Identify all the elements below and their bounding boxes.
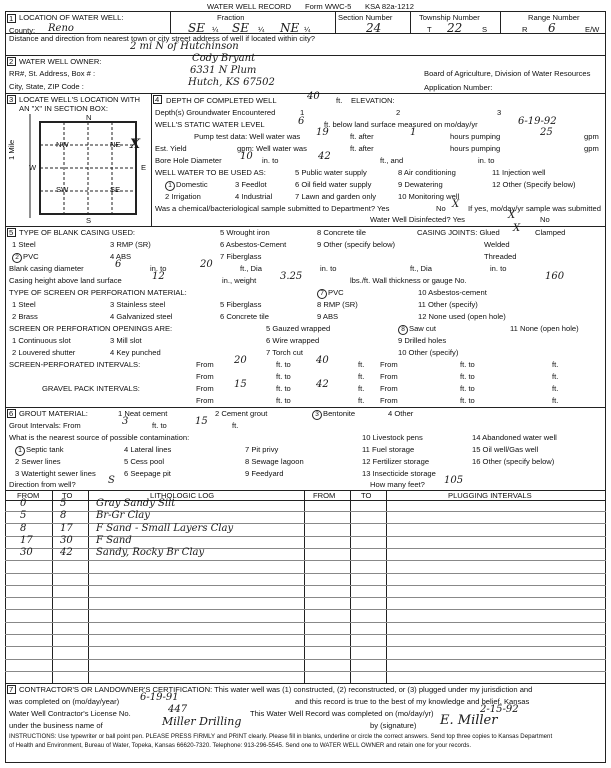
fraction-label: Fraction [217, 13, 245, 22]
section-2-num: 2 [9, 57, 14, 66]
log-row-description[interactable]: Sandy, Rocky Br Clay [96, 547, 205, 559]
section-6-num: 6 [9, 409, 14, 418]
screen-none[interactable]: 12 None used (open hole) [418, 312, 506, 321]
plug-from-header: FROM [313, 491, 336, 500]
how-many-feet-label: How many feet? [370, 480, 425, 489]
gw-2: 2 [396, 108, 401, 117]
use-lawn[interactable]: 7 Lawn and garden only [295, 192, 377, 201]
north-label: N [86, 113, 92, 122]
casing-joints-label: CASING JOINTS: Glued [417, 228, 500, 237]
static-level-value[interactable]: 6 [298, 116, 305, 127]
location-heading: LOCATION OF WATER WELL: [19, 13, 124, 22]
direction-value[interactable]: S [108, 475, 115, 486]
license-number[interactable]: 447 [168, 704, 188, 715]
se-label: SE [110, 185, 121, 194]
log-rule [5, 585, 606, 586]
log-rule [5, 560, 606, 561]
range-ew: E/W [585, 25, 600, 34]
casing-diameter-label: Blank casing diameter [9, 264, 84, 273]
dia-in-to-2: in. to [320, 264, 337, 273]
use-label: WELL WATER TO BE USED AS: [155, 168, 266, 177]
log-row-to[interactable]: 42 [60, 547, 73, 559]
log-rule [5, 671, 606, 672]
form-title: WATER WELL RECORD [207, 2, 292, 11]
opening-none[interactable]: 11 None (open hole) [510, 324, 579, 333]
completed-date[interactable]: 6-19-91 [140, 692, 179, 703]
screen-stainless[interactable]: 3 Stainless steel [110, 300, 166, 309]
grout-neat[interactable]: 1 Neat cement [118, 409, 168, 418]
openings-label: SCREEN OR PERFORATION OPENINGS ARE: [9, 324, 173, 333]
use-injection[interactable]: 11 Injection well [492, 168, 546, 177]
use-feedlot[interactable]: 3 Feedlot [235, 180, 267, 189]
log-to-header: TO [62, 491, 73, 500]
disinfected-no[interactable]: No [540, 215, 550, 224]
opening-drilled[interactable]: 9 Drilled holes [398, 336, 447, 345]
screen-other[interactable]: 11 Other (specify) [418, 300, 478, 309]
township-t: T [427, 25, 432, 34]
log-rule [5, 609, 606, 610]
signature: E. Miller [440, 713, 498, 728]
board-label: Board of Agriculture, Division of Water Resources [424, 69, 591, 78]
screen-material-label: TYPE OF SCREEN OR PERFORATION MATERIAL: [9, 288, 187, 297]
gravel-from-label-2: From [380, 384, 398, 393]
source-septic[interactable]: 1 Septic tank [15, 446, 64, 456]
log-rule [5, 646, 606, 647]
casing-pvc[interactable]: 2 PVC [12, 253, 39, 263]
mile-label: 1 Mile [7, 139, 16, 160]
weight-label: in., weight [222, 276, 257, 285]
chem-no-mark: X [452, 199, 460, 210]
gravel-to[interactable]: 42 [316, 379, 329, 390]
log-row-description[interactable]: F Sand - Small Layers Clay [96, 522, 234, 534]
south-label: S [86, 216, 92, 225]
static-level-text: ft. below land surface measured on mo/day/yr [324, 120, 478, 129]
plugging-header: PLUGGING INTERVALS [448, 491, 532, 500]
township-label: Township Number [419, 13, 480, 22]
disinfected-label: Water Well Disinfected? Yes [370, 215, 465, 224]
section-1-num: 1 [9, 14, 14, 23]
application-label: Application Number: [424, 83, 493, 92]
gravel-to-label-3: ft. to [276, 396, 291, 405]
fraction-1[interactable]: SE [188, 21, 205, 35]
depth-value[interactable]: 40 [307, 91, 320, 102]
gravel-to-label: ft. to [276, 384, 291, 393]
instructions-line-1: INSTRUCTIONS: Use typewriter or ball point pen. PLEASE PRESS FIRMLY and PRINT clearly. Please fill in blanks, underline or circle the correct answers. Send top three copies to Kansas Department [9, 733, 553, 740]
source-lateral[interactable]: 4 Lateral lines [124, 445, 172, 454]
casing-steel[interactable]: 1 Steel [12, 240, 36, 249]
section-number-value[interactable]: 24 [366, 21, 382, 35]
gpm-value[interactable]: 25 [540, 127, 553, 138]
source-fuel[interactable]: 11 Fuel storage [362, 445, 415, 454]
screen-abs[interactable]: 9 ABS [317, 312, 339, 321]
section-number-label: Section Number [338, 13, 393, 22]
casing-depth[interactable]: 20 [200, 259, 213, 270]
perf-intervals-label: SCREEN-PERFORATED INTERVALS: [9, 360, 141, 369]
perf-to-label-3: ft. to [276, 372, 291, 381]
city-value[interactable]: Hutch, KS 67502 [188, 77, 275, 88]
blank-casing-label: TYPE OF BLANK CASING USED: [19, 228, 136, 237]
grout-to[interactable]: 15 [195, 416, 208, 427]
gravel-ft: ft. [358, 384, 365, 393]
city-label: City, State, ZIP Code : [9, 82, 84, 91]
joints-welded[interactable]: Welded [484, 240, 510, 249]
form-number: Form WWC-5 [305, 2, 352, 11]
perf-from-label-3: From [196, 372, 214, 381]
log-rule [5, 659, 606, 660]
casing-wrought[interactable]: 5 Wrought iron [220, 228, 270, 237]
casing-fiberglass[interactable]: 7 Fiberglass [220, 252, 262, 261]
bore-in-to-2: in. to [478, 156, 495, 165]
use-irrigation[interactable]: 2 Irrigation [165, 192, 201, 201]
opening-wire[interactable]: 6 Wire wrapped [266, 336, 320, 345]
casing-height[interactable]: 12 [152, 271, 165, 282]
gw-1: 1 [300, 108, 305, 117]
county-label: County: [9, 26, 36, 35]
license-label: Water Well Contractor's License No. [9, 709, 131, 718]
wall-gauge[interactable]: 160 [545, 271, 565, 282]
source-livestock[interactable]: 10 Livestock pens [362, 433, 423, 442]
use-public[interactable]: 5 Public water supply [295, 168, 367, 177]
elevation-label: ELEVATION: [351, 96, 395, 105]
range-value[interactable]: 6 [548, 21, 556, 35]
business-label: under the business name of [9, 721, 103, 730]
perf-to-label-2: ft. to [460, 360, 475, 369]
opening-mill[interactable]: 3 Mill slot [110, 336, 142, 345]
screen-galvanized[interactable]: 4 Galvanized steel [110, 312, 173, 321]
pump-test-label: Pump test data: Well water was [194, 132, 301, 141]
log-row-to[interactable]: 8 [60, 510, 67, 522]
casing-other[interactable]: 9 Other (specify below) [317, 240, 396, 249]
opening-gauzed[interactable]: 5 Gauzed wrapped [266, 324, 331, 333]
grout-cement[interactable]: 2 Cement grout [215, 409, 268, 418]
casing-rmp[interactable]: 3 RMP (SR) [110, 240, 151, 249]
log-row-description[interactable]: F Sand [96, 534, 132, 546]
screen-steel[interactable]: 1 Steel [12, 300, 36, 309]
log-rule [5, 597, 606, 598]
perf-from[interactable]: 20 [234, 355, 247, 366]
distance-label: Distance and direction from nearest town or city street address of well if located within city? [9, 34, 315, 43]
opening-key[interactable]: 4 Key punched [110, 348, 161, 357]
use-other[interactable]: 12 Other (Specify below) [492, 180, 576, 189]
screen-pvc[interactable]: 7 PVC [317, 289, 344, 299]
address-value[interactable]: 6331 N Plum [190, 65, 257, 76]
bore-dia[interactable]: 10 [240, 151, 253, 162]
log-rule [5, 634, 606, 635]
depth-label: DEPTH OF COMPLETED WELL [166, 96, 277, 105]
section-3-num: 3 [9, 95, 14, 104]
use-oilfield[interactable]: 6 Oil field water supply [295, 180, 372, 189]
screen-brass[interactable]: 2 Brass [12, 312, 38, 321]
casing-diameter[interactable]: 6 [115, 259, 122, 270]
grout-to-label: ft. to [152, 421, 167, 430]
gravel-ft-2: ft. [552, 384, 559, 393]
use-dewatering[interactable]: 9 Dewatering [398, 180, 443, 189]
perf-to[interactable]: 40 [316, 355, 329, 366]
fraction-2[interactable]: SE [232, 21, 249, 35]
distance-value[interactable]: 2 mi N of Hutchinson [130, 41, 239, 52]
log-row-to[interactable]: 5 [60, 498, 67, 509]
gravel-label: GRAVEL PACK INTERVALS: [42, 384, 140, 393]
gravel-from[interactable]: 15 [234, 379, 247, 390]
ksa-ref: KSA 82a-1212 [365, 2, 414, 11]
source-abandoned[interactable]: 14 Abandoned water well [472, 433, 557, 442]
grout-from[interactable]: 3 [122, 416, 129, 427]
log-row-description[interactable]: Gray Sandy Silt [96, 498, 176, 509]
grout-ft: ft. [232, 421, 239, 430]
locate-heading-1: LOCATE WELL'S LOCATION WITH [19, 95, 140, 104]
bore-in-to: in. to [262, 156, 279, 165]
opening-saw[interactable]: 8 Saw cut [398, 325, 436, 335]
perf-ft: ft. [358, 360, 365, 369]
sw-label: SW [56, 185, 69, 194]
log-row-from[interactable]: 5 [20, 510, 27, 522]
screen-rmp[interactable]: 8 RMP (SR) [317, 300, 358, 309]
opening-continuous[interactable]: 1 Continuous slot [12, 336, 71, 345]
grout-other[interactable]: 4 Other [388, 409, 414, 418]
gravel-from-label-4: From [380, 396, 398, 405]
static-date[interactable]: 6-19-92 [518, 116, 557, 127]
casing-concrete[interactable]: 8 Concrete tile [317, 228, 366, 237]
casing-height-label: Casing height above land surface [9, 276, 122, 285]
depth-ft: ft. [336, 96, 343, 105]
joints-threaded[interactable]: Threaded [484, 252, 517, 261]
hours-pumping-1: hours pumping [450, 132, 501, 141]
grout-intervals-label: Grout Intervals: From [9, 421, 81, 430]
source-insecticide[interactable]: 13 Insecticide storage [362, 469, 436, 478]
chem-if-yes: If yes, mo/day/yr sample was submitted [468, 204, 601, 213]
gravel-from-label-3: From [196, 396, 214, 405]
instructions-line-2: of Health and Environment, Bureau of Water, Topeka, Kansas 66620-7320. Telephone: 913-296-5545. Send one to WATER WELL OWNER and retain one for your records. [9, 742, 472, 749]
screen-fiberglass[interactable]: 5 Fiberglass [220, 300, 262, 309]
yield-label: Est. Yield [155, 144, 187, 153]
gravel-to-label-4: ft. to [460, 396, 475, 405]
perf-ft-3: ft. [358, 372, 365, 381]
casing-weight[interactable]: 3.25 [280, 271, 303, 282]
west-label: W [29, 163, 37, 172]
source-privy[interactable]: 7 Pit privy [245, 445, 279, 454]
log-row-from[interactable]: 17 [20, 534, 33, 546]
casing-abs[interactable]: 4 ABS [110, 252, 132, 261]
log-row-from[interactable]: 0 [20, 498, 27, 509]
log-row-from[interactable]: 30 [20, 547, 33, 559]
log-from-header: FROM [17, 491, 40, 500]
log-rule [5, 573, 606, 574]
quarter-1: ¼ [212, 25, 219, 34]
log-row-to[interactable]: 30 [60, 534, 73, 546]
log-row-to[interactable]: 17 [60, 522, 73, 534]
gravel-from-label: From [196, 384, 214, 393]
perf-ft-4: ft. [552, 372, 559, 381]
owner-name[interactable]: Cody Bryant [192, 53, 256, 64]
use-monitoring[interactable]: 10 Monitoring well [398, 192, 460, 201]
section-7-num: 7 [9, 685, 14, 694]
bore-ft-and: ft., and [380, 156, 404, 165]
source-other[interactable]: 16 Other (specify below) [472, 457, 555, 466]
quarter-2: ¼ [258, 25, 265, 34]
perf-from-label-4: From [380, 372, 398, 381]
casing-asbestos[interactable]: 6 Asbestos-Cement [220, 240, 287, 249]
after-hours[interactable]: 1 [410, 127, 417, 138]
owner-heading: WATER WELL OWNER: [19, 57, 102, 66]
pump-ft[interactable]: 19 [316, 127, 329, 138]
opening-louvered[interactable]: 2 Louvered shutter [12, 348, 76, 357]
screen-concrete[interactable]: 6 Concrete tile [220, 312, 269, 321]
range-label: Range Number [528, 13, 580, 22]
opening-other[interactable]: 10 Other (specify) [398, 348, 459, 357]
section-4-num: 4 [155, 95, 160, 104]
source-oilwell[interactable]: 15 Oil well/Gas well [472, 445, 539, 454]
range-r: R [522, 25, 528, 34]
use-industrial[interactable]: 4 Industrial [235, 192, 273, 201]
record-date[interactable]: 2-15-92 [480, 704, 519, 715]
contamination-label: What is the nearest source of possible contamination: [9, 433, 190, 442]
gw-3: 3 [497, 108, 502, 117]
source-cess[interactable]: 5 Cess pool [124, 457, 165, 466]
locate-heading-2: AN "X" IN SECTION BOX: [19, 104, 108, 113]
direction-label: Direction from well? [9, 480, 76, 489]
perf-from-label: From [196, 360, 214, 369]
litho-header: LITHOLOGIC LOG [150, 491, 215, 500]
joints-clamped[interactable]: Clamped [535, 228, 566, 237]
chem-no[interactable]: No [436, 204, 446, 213]
dia-in-to-3: in. to [490, 264, 507, 273]
grout-label: GROUT MATERIAL: [19, 409, 88, 418]
address-label: RR#, St. Address, Box # : [9, 69, 96, 78]
static-level-label: WELL'S STATIC WATER LEVEL [155, 120, 265, 129]
well-location-mark: X [130, 137, 141, 152]
gravel-to-label-2: ft. to [460, 384, 475, 393]
township-s: S [482, 25, 488, 34]
bore-depth[interactable]: 42 [318, 151, 331, 162]
nw-label: NW [56, 140, 69, 149]
log-row-from[interactable]: 8 [20, 522, 27, 534]
chem-sample-label: Was a chemical/bacteriological sample submitted to Department? Yes [155, 204, 390, 213]
grout-bentonite[interactable]: 3 Bentonite [312, 410, 355, 420]
dia-ft-dia-1: ft., Dia [240, 264, 262, 273]
dia-in-to: in. to [150, 264, 167, 273]
gpm-label: gpm [584, 132, 599, 141]
record-completed-text: This Water Well Record was completed on (mo/day/yr) [250, 709, 434, 718]
source-sewer[interactable]: 2 Sewer lines [15, 457, 61, 466]
perf-to-label-4: ft. to [460, 372, 475, 381]
perf-to-label: ft. to [276, 360, 291, 369]
hours-pumping-2: hours pumping [450, 144, 501, 153]
screen-asbestos[interactable]: 10 Asbestos-cement [418, 288, 487, 297]
after-label: ft. after [350, 132, 374, 141]
bore-label: Bore Hole Diameter [155, 156, 222, 165]
fraction-3[interactable]: NE [280, 21, 300, 35]
ne-label: NE [110, 140, 121, 149]
plug-to-header: TO [361, 491, 372, 500]
source-feedyard[interactable]: 9 Feedyard [245, 469, 284, 478]
business-name[interactable]: Miller Drilling [162, 715, 242, 728]
opening-torch[interactable]: 7 Torch cut [266, 348, 304, 357]
after-label-2: ft. after [350, 144, 374, 153]
joints-glued-mark: X [513, 223, 521, 234]
township-value[interactable]: 22 [447, 21, 463, 35]
section-5-num: 5 [9, 228, 14, 237]
quarter-3: ¼ [304, 25, 311, 34]
log-row-description[interactable]: Br-Gr Clay [96, 510, 150, 522]
log-rule [5, 622, 606, 623]
feet-value[interactable]: 105 [444, 475, 464, 486]
source-watertight[interactable]: 3 Watertight sewer lines [15, 469, 96, 478]
source-fertilizer[interactable]: 12 Fertilizer storage [362, 457, 430, 466]
county-value[interactable]: Reno [48, 23, 74, 34]
yield-text: gpm: Well water was [237, 144, 307, 153]
signature-label: by (signature) [370, 721, 417, 730]
groundwater-label: Depth(s) Groundwater Encountered [155, 108, 276, 117]
perf-ft-2: ft. [552, 360, 559, 369]
dia-ft-dia-2: ft., Dia [410, 264, 432, 273]
completed-label: was completed on (mo/day/year) [9, 697, 120, 706]
use-domestic[interactable]: 1 Domestic [165, 181, 208, 191]
east-label: E [141, 163, 147, 172]
certification-text: CONTRACTOR'S OR LANDOWNER'S CERTIFICATION: This water well was (1) constructed, (2) reconstructed, or (3) plugged under my jurisdiction and [19, 685, 533, 694]
true-text: and this record is true to the best of my knowledge and belief. Kansas [295, 697, 530, 706]
gpm-label-2: gpm [584, 144, 599, 153]
gravel-ft-3: ft. [358, 396, 365, 405]
perf-from-label-2: From [380, 360, 398, 369]
lbs-label: lbs./ft. Wall thickness or gauge No. [350, 276, 467, 285]
gravel-ft-4: ft. [552, 396, 559, 405]
source-seepage[interactable]: 6 Seepage pit [124, 469, 171, 478]
source-lagoon[interactable]: 8 Sewage lagoon [245, 457, 304, 466]
use-air[interactable]: 8 Air conditioning [398, 168, 456, 177]
disinfected-mark: X [508, 210, 516, 221]
